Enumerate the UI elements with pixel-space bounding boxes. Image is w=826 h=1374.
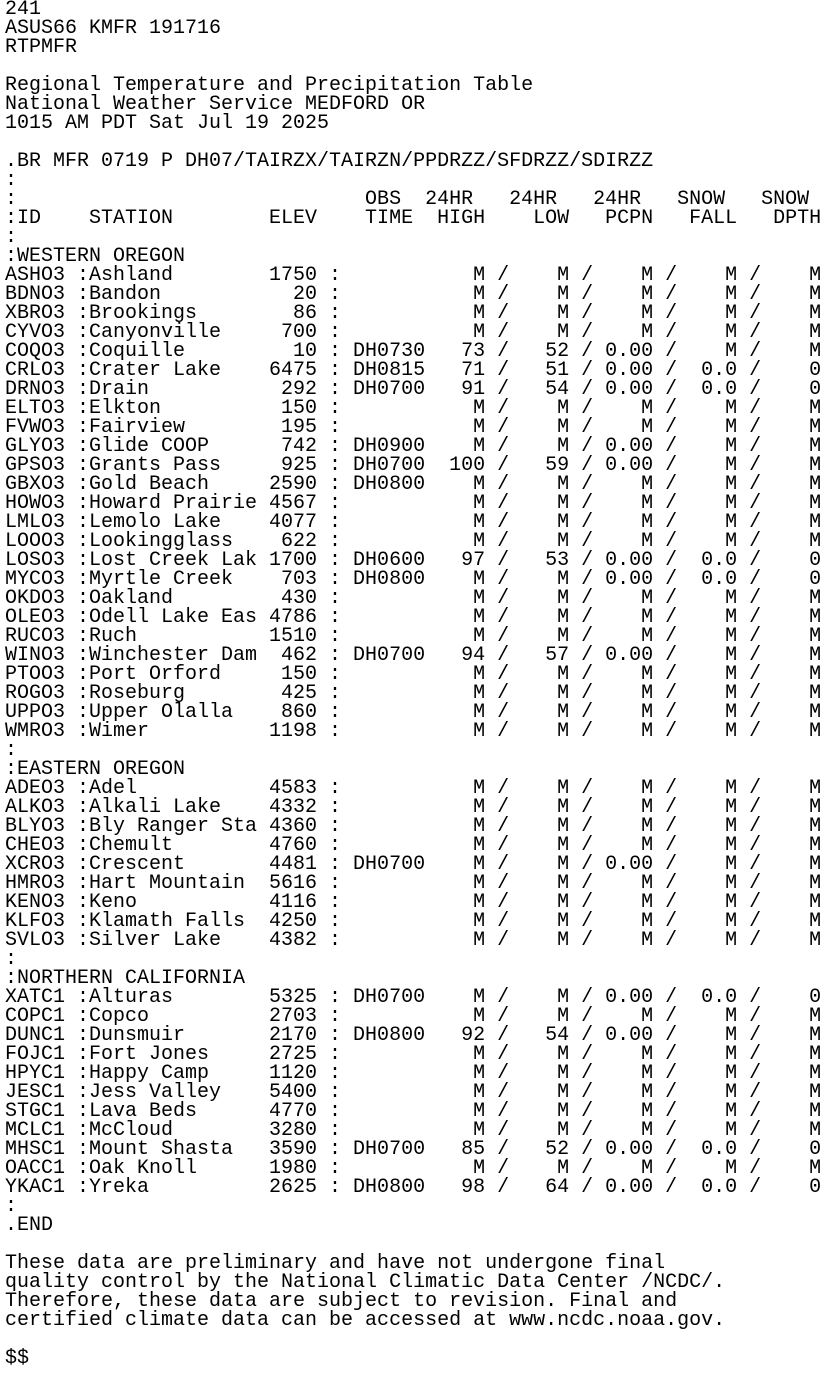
- bulletin-line: FVWO3 :Fairview 195 : M / M / M / M / M: [5, 416, 822, 439]
- bulletin-line: WINO3 :Winchester Dam 462 : DH0700 94 / 57 / 0.00 / M / M: [5, 644, 822, 667]
- bulletin-line: JESC1 :Jess Valley 5400 : M / M / M / M / M: [5, 1081, 822, 1104]
- bulletin-line: OLEO3 :Odell Lake Eas 4786 : M / M / M / M / M: [5, 606, 822, 629]
- bulletin-line: MYCO3 :Myrtle Creek 703 : DH0800 M / M / 0.00 / 0.0 / 0: [5, 568, 822, 591]
- bulletin-line: certified climate data can be accessed at www.ncdc.noaa.gov.: [5, 1309, 726, 1332]
- bulletin-line: MCLC1 :McCloud 3280 : M / M / M / M / M: [5, 1119, 822, 1142]
- bulletin-line: COQO3 :Coquille 10 : DH0730 73 / 52 / 0.00 / M / M: [5, 340, 822, 363]
- bulletin-line: : OBS 24HR 24HR 24HR SNOW SNOW: [5, 188, 810, 211]
- bulletin-line: MHSC1 :Mount Shasta 3590 : DH0700 85 / 52 / 0.00 / 0.0 / 0: [5, 1138, 822, 1161]
- bulletin-line: :: [5, 1195, 18, 1218]
- bulletin-line: GLYO3 :Glide COOP 742 : DH0900 M / M / 0.00 / M / M: [5, 435, 822, 458]
- bulletin-line: WMRO3 :Wimer 1198 : M / M / M / M / M: [5, 720, 822, 743]
- bulletin-line: GBXO3 :Gold Beach 2590 : DH0800 M / M / M / M / M: [5, 473, 822, 496]
- bulletin-line: .END: [5, 1214, 54, 1237]
- bulletin-line: LOOO3 :Lookingglass 622 : M / M / M / M / M: [5, 530, 822, 553]
- bulletin-line: :WESTERN OREGON: [5, 245, 186, 268]
- bulletin-line: ASUS66 KMFR 191716: [5, 17, 222, 40]
- bulletin-line: SVLO3 :Silver Lake 4382 : M / M / M / M / M: [5, 929, 822, 952]
- bulletin-line: XCRO3 :Crescent 4481 : DH0700 M / M / 0.00 / M / M: [5, 853, 822, 876]
- bulletin-line: ASHO3 :Ashland 1750 : M / M / M / M / M: [5, 264, 822, 287]
- bulletin-line: quality control by the National Climatic Data Center /NCDC/.: [5, 1271, 726, 1294]
- bulletin-line: HPYC1 :Happy Camp 1120 : M / M / M / M / M: [5, 1062, 822, 1085]
- bulletin-line: 1015 AM PDT Sat Jul 19 2025: [5, 112, 330, 135]
- bulletin-line: BLYO3 :Bly Ranger Sta 4360 : M / M / M / M / M: [5, 815, 822, 838]
- bulletin-line: :: [5, 169, 18, 192]
- bulletin-line: :: [5, 226, 18, 249]
- bulletin-line: HOWO3 :Howard Prairie 4567 : M / M / M / M / M: [5, 492, 822, 515]
- bulletin-line: GPSO3 :Grants Pass 925 : DH0700 100 / 59 / 0.00 / M / M: [5, 454, 822, 477]
- bulletin-line: ADEO3 :Adel 4583 : M / M / M / M / M: [5, 777, 822, 800]
- bulletin-line: National Weather Service MEDFORD OR: [5, 93, 426, 116]
- bulletin-line: $$: [5, 1347, 30, 1370]
- bulletin-line: CRLO3 :Crater Lake 6475 : DH0815 71 / 51 / 0.00 / 0.0 / 0: [5, 359, 822, 382]
- bulletin-line: :EASTERN OREGON: [5, 758, 186, 781]
- bulletin-line: ALKO3 :Alkali Lake 4332 : M / M / M / M / M: [5, 796, 822, 819]
- bulletin-line: CYVO3 :Canyonville 700 : M / M / M / M / M: [5, 321, 822, 344]
- bulletin-line: DRNO3 :Drain 292 : DH0700 91 / 54 / 0.00 / 0.0 / 0: [5, 378, 822, 401]
- bulletin-line: OACC1 :Oak Knoll 1980 : M / M / M / M / M: [5, 1157, 822, 1180]
- bulletin-line: COPC1 :Copco 2703 : M / M / M / M / M: [5, 1005, 822, 1028]
- bulletin-line: RTPMFR: [5, 36, 78, 59]
- bulletin-line: These data are preliminary and have not undergone final: [5, 1252, 666, 1275]
- bulletin-line: UPPO3 :Upper Olalla 860 : M / M / M / M / M: [5, 701, 822, 724]
- bulletin-line: LMLO3 :Lemolo Lake 4077 : M / M / M / M / M: [5, 511, 822, 534]
- bulletin-line: STGC1 :Lava Beds 4770 : M / M / M / M / M: [5, 1100, 822, 1123]
- bulletin-line: BDNO3 :Bandon 20 : M / M / M / M / M: [5, 283, 822, 306]
- bulletin-line: HMRO3 :Hart Mountain 5616 : M / M / M / M / M: [5, 872, 822, 895]
- bulletin-line: :ID STATION ELEV TIME HIGH LOW PCPN FALL DPTH: [5, 207, 822, 230]
- bulletin-line: :NORTHERN CALIFORNIA: [5, 967, 246, 990]
- bulletin-line: YKAC1 :Yreka 2625 : DH0800 98 / 64 / 0.00 / 0.0 / 0: [5, 1176, 822, 1199]
- bulletin-line: DUNC1 :Dunsmuir 2170 : DH0800 92 / 54 / 0.00 / M / M: [5, 1024, 822, 1047]
- bulletin-line: .BR MFR 0719 P DH07/TAIRZX/TAIRZN/PPDRZZ/SFDRZZ/SDIRZZ: [5, 150, 654, 173]
- bulletin-line: ROGO3 :Roseburg 425 : M / M / M / M / M: [5, 682, 822, 705]
- bulletin-line: LOSO3 :Lost Creek Lak 1700 : DH0600 97 / 53 / 0.00 / 0.0 / 0: [5, 549, 822, 572]
- bulletin-line: Therefore, these data are subject to revision. Final and: [5, 1290, 678, 1313]
- bulletin-line: CHEO3 :Chemult 4760 : M / M / M / M / M: [5, 834, 822, 857]
- bulletin-line: KLFO3 :Klamath Falls 4250 : M / M / M / M / M: [5, 910, 822, 933]
- bulletin-line: FOJC1 :Fort Jones 2725 : M / M / M / M / M: [5, 1043, 822, 1066]
- bulletin-line: XATC1 :Alturas 5325 : DH0700 M / M / 0.00 / 0.0 / 0: [5, 986, 822, 1009]
- bulletin-line: :: [5, 948, 18, 971]
- bulletin-line: [5, 1330, 826, 1349]
- bulletin-line: PTOO3 :Port Orford 150 : M / M / M / M / M: [5, 663, 822, 686]
- bulletin-line: ELTO3 :Elkton 150 : M / M / M / M / M: [5, 397, 822, 420]
- bulletin-line: KENO3 :Keno 4116 : M / M / M / M / M: [5, 891, 822, 914]
- bulletin-line: XBRO3 :Brookings 86 : M / M / M / M / M: [5, 302, 822, 325]
- bulletin-line: :: [5, 739, 18, 762]
- bulletin-line: Regional Temperature and Precipitation Table: [5, 74, 534, 97]
- bulletin-line: 241: [5, 0, 42, 21]
- bulletin-line: OKDO3 :Oakland 430 : M / M / M / M / M: [5, 587, 822, 610]
- bulletin-line: RUCO3 :Ruch 1510 : M / M / M / M / M: [5, 625, 822, 648]
